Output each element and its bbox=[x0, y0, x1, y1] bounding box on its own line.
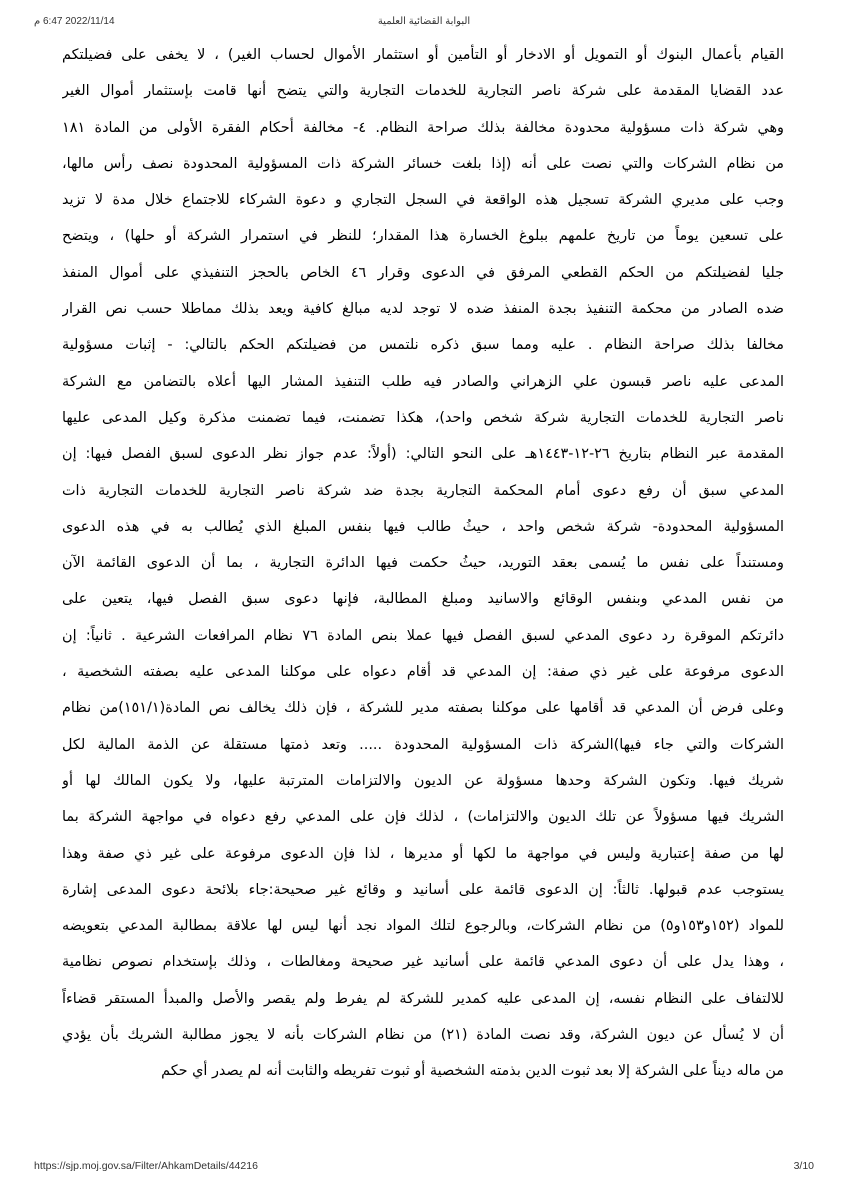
text-line: للالتفاف على النظام نفسه، إن المدعى عليه كمدير للشركة لم يفرط ولم يقصر والأصل والمبدأ المستقر قضاءاً bbox=[62, 990, 784, 1007]
text-line: من نظام الشركات والتي نصت على أنه (إذا بلغت خسائر الشركة ذات المسؤولية المحدودة نصف رأس مالها، bbox=[62, 155, 784, 172]
text-line: ، وهذا يدل على أن دعوى المدعي قائمة على أسانيد غير صحيحة ومغالطات ، وذلك بإستخدام نصوص نظامية bbox=[62, 954, 784, 971]
text-line: مخالفا بذلك صراحة النظام . عليه ومما سبق ذكره نلتمس من فضيلتكم الحكم بالتالي: - إثبات مسؤولية bbox=[62, 337, 784, 354]
text-line: وهي شركة ذات مسؤولية محدودة مخالفة بذلك صراحة النظام. ٤- مخالفة أحكام الفقرة الأولى من المادة ١٨١ bbox=[62, 119, 784, 136]
text-line: المدعى عليه ناصر قبسون علي الزهراني والصادر فيه طلب التنفيذ المشار اليها أعلاه بالتضامن مع الشركة bbox=[62, 373, 784, 390]
text-line: للمواد (١٥٢و١٥٣و٥) من نظام الشركات، وبالرجوع لتلك المواد نجد أنها ليس لها علاقة بمطالبة المدعي بتعويضه bbox=[62, 918, 784, 935]
text-line: القيام بأعمال البنوك أو التمويل أو الادخار أو التأمين أو استثمار الأموال لحساب الغير) ، لا يخفى على فضيلتكم bbox=[62, 47, 784, 63]
text-line: عدد القضايا المقدمة على شركة ناصر التجارية للخدمات التجارية والتي يتضح أنها قامت بإستثمار أموال الغير bbox=[62, 83, 784, 100]
text-line: المدعي سبق أن رفع دعوى أمام المحكمة التجارية بجدة ضد شركة ناصر التجارية للخدمات التجارية ذات bbox=[62, 482, 784, 499]
text-line: الشركات والتي جاء فيها)الشركة ذات المسؤولية المحدودة ..... وتعد ذمتها مستقلة عن الذمة المالية لكل bbox=[62, 736, 784, 753]
text-line: ومستنداً على نفس ما يُسمى بعقد التوريد، حيثُ حكمت فيها الدائرة التجارية ، بما أن الدعوى القائمة الآن bbox=[62, 555, 784, 572]
text-line: وجب على مديري الشركة تسجيل هذه الواقعة في السجل التجاري و دعوة الشركاء للاجتماع خلال مدة لا تزيد bbox=[62, 192, 784, 209]
text-line: وعلى فرض أن المدعي قد أقامها على موكلنا بصفته مدير للشركة ، فإن ذلك يخالف نص المادة(١٥١/١)من نظام bbox=[62, 700, 784, 717]
text-line: ناصر التجارية للخدمات التجارية شركة شخص واحد)، هكذا تضمنت، فيما تضمنت مذكرة وكيل المدعى عليها bbox=[62, 409, 784, 426]
text-line: المسؤولية المحدودة- شركة شخص واحد ، حيثُ طالب فيها بنفس المبلغ الذي يُطالب به في هذه الدعوى bbox=[62, 518, 784, 535]
text-line: الدعوى مرفوعة على غير ذي صفة: إن المدعي قد أقام دعواه على موكلنا المدعى عليه بصفته الشخصية ، bbox=[62, 664, 784, 681]
text-line: شريك فيها. وتكون الشركة وحدها مسؤولة عن الديون والالتزامات المترتبة عليها، ولا يكون المالك لها أو bbox=[62, 772, 784, 789]
text-line: لها من صفة إعتبارية وليس في مواجهة ما لكها أو مديرها ، لذا فإن الدعوى مرفوعة على غير ذي صفة وهذا bbox=[62, 845, 784, 862]
print-timestamp: 2022/11/14 6:47 م bbox=[34, 16, 115, 27]
text-line: من ماله ديناً على الشركة إلا بعد ثبوت الدين بذمته الشخصية أو ثبوت تفريطه والثابت أنه لم يصدر أي حكم bbox=[161, 1063, 784, 1080]
text-line: يستوجب عدم قبولها. ثالثاً: إن الدعوى قائمة على أسانيد و وقائع غير صحيحة:جاء بلائحة دعوى المدعى إشارة bbox=[62, 881, 784, 898]
text-line: أن لا يُسأل عن ديون الشركة، وقد نصت المادة (٢١) من نظام الشركات بأنه لا يجوز مطالبة الشريك بأن يؤدي bbox=[62, 1027, 784, 1044]
text-line: المقدمة عبر النظام بتاريخ ٢٦-١٢-١٤٤٣هـ على النحو التالي: (أولاً: عدم جواز نظر الدعوى لسبق الفصل فيها: إن bbox=[62, 446, 784, 463]
text-line: من نفس المدعي وبنفس الوقائع والاسانيد ومبلغ المطالبة، فإنها دعوى سبق الفصل فيها، يتعين على bbox=[62, 591, 784, 608]
text-line: دائرتكم الموقرة رد دعوى المدعي لسبق الفصل فيها عملا بنص المادة ٧٦ نظام المرافعات الشرعية . ثانياً: إن bbox=[62, 627, 784, 644]
judgment-text bbox=[62, 37, 784, 1090]
text-line: جليا لفضيلتكم من الحكم القطعي المرفق في الدعوى وقرار ٤٦ الخاص بالحجز التنفيذي على أموال المنفذ bbox=[62, 264, 784, 281]
text-line: ضده الصادر من محكمة التنفيذ بجدة المنفذ ضده لا توجد لديه مبالغ كافية ويعد بذلك مماطلا حسب نص القرار bbox=[62, 301, 784, 318]
source-url: https://sjp.moj.gov.sa/Filter/AhkamDetails/44216 bbox=[34, 1160, 258, 1172]
page-title: البوابة القضائية العلمية bbox=[377, 16, 471, 27]
text-line: الشريك فيها مسؤولاً عن تلك الديون والالتزامات) ، لذلك فإن على المدعي رفع دعواه في مواجهة الشركة بما bbox=[62, 809, 784, 826]
print-header bbox=[34, 16, 814, 32]
print-footer bbox=[34, 1160, 814, 1176]
text-line: على تسعين يوماً من تاريخ علمهم ببلوغ الخسارة هذا المقدار؛ للنظر في استمرار الشركة أو حلها) ، ويتضح bbox=[62, 228, 784, 245]
page-number: 3/10 bbox=[793, 1160, 814, 1172]
